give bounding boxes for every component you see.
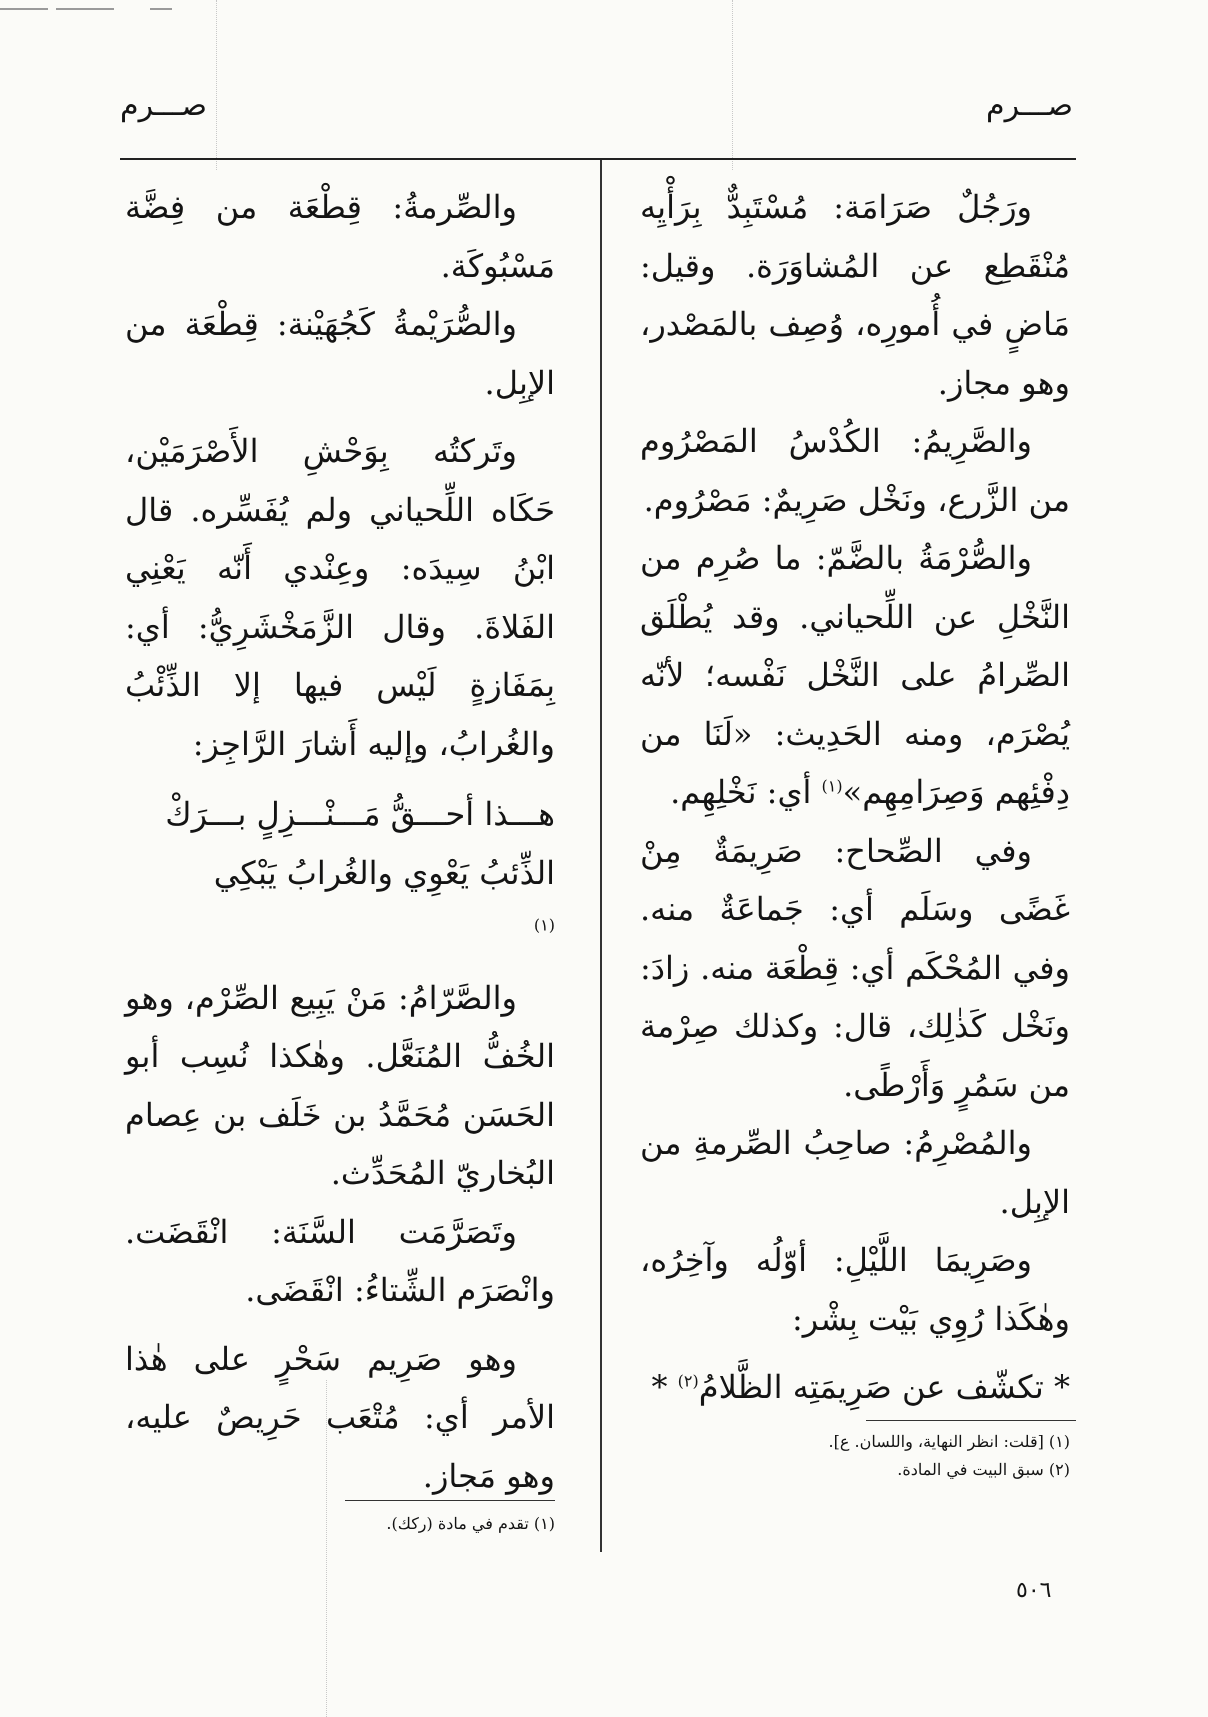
right-column — [640, 178, 1070, 1417]
page-number: ٥٠٦ — [1016, 1578, 1052, 1603]
footnote-rule — [866, 1420, 1076, 1421]
verse-line — [125, 844, 555, 961]
paragraph: ورَجُلٌ صَرَامَة: مُسْتَبِدٌّ بِرَأْيِه مُنْقَطِع عن المُشاوَرَة. وقيل: مَاضٍ في أُمورِه، وُصِف بالمَصْدر، وهو مجاز. — [640, 188, 1070, 402]
right-footnotes — [640, 1428, 1070, 1484]
footnote-ref: (٢) — [677, 1371, 699, 1391]
paragraph: والصَّرِيمُ: الكُدْسُ المَصْرُوم من الزَّرع، ونَخْل صَرِيمٌ: مَصْرُوم. — [640, 422, 1070, 519]
paragraph: وهو صَرِيم سَحْرٍ على هٰذا الأمر أي: مُتْعَب حَرِيصٌ عليه، وهو مَجاز. — [125, 1339, 555, 1495]
paragraph: والمُصْرِمُ: صاحِبُ الصِّرمةِ من الإبِل. — [640, 1124, 1070, 1221]
footnote-rule — [345, 1500, 555, 1501]
column-divider — [600, 160, 602, 1552]
header-rule — [120, 158, 1076, 160]
scan-mark — [56, 8, 114, 10]
verse-text: الذِّئبُ يَعْوِي والغُرابُ يَبْكِي — [213, 853, 555, 892]
paragraph: والصُّرَيْمةُ كَجُهَيْنة: قِطْعَة من الإبِل. — [125, 305, 555, 402]
dotted-guide — [732, 0, 733, 170]
left-footnotes — [125, 1510, 555, 1538]
paragraph-text: والصُّرْمَةُ بالضَّمّ: ما صُرِم من النَّخْلِ عن اللِّحياني. وقد يُطْلَق الصِّرامُ على النَّخْل نَفْسه؛ لأنّه يُصْرَم، ومنه الحَدِيث: «لَنَا من دِفْئِهم وَصِرَامِهِم» — [640, 539, 1070, 811]
header-right: صـــرم — [986, 88, 1073, 123]
dotted-guide — [216, 0, 217, 170]
left-column — [125, 178, 555, 1505]
paragraph: والصَّرّامُ: مَنْ يَبِيع الصِّرْم، وهو الخُفُّ المُنَعَّل. وهٰكذا نُسِب أبو الحَسَن مُحَمَّدُ بن خَلَف بن عِصام البُخاريّ المُحَدِّث. — [125, 978, 555, 1192]
footnote-ref: (١) — [533, 915, 555, 935]
verse-tail: * — [651, 1368, 678, 1406]
verse-line — [640, 1358, 1070, 1417]
paragraph: وصَرِيمَا اللَّيْلِ: أوّلُه وآخِرُه، وهٰكَذا رُوِي بَيْت بِشْر: — [640, 1241, 1070, 1338]
footnote: (٢) سبق البيت في المادة. — [897, 1460, 1070, 1479]
paragraph-tail: أي: نَخْلِهِم. — [670, 773, 822, 811]
verse — [125, 785, 555, 961]
paragraph: وتَصَرَّمَت السَّنَة: انْقَضَت. وانْصَرَم الشِّتاءُ: انْقَضَى. — [125, 1212, 555, 1309]
paragraph: وتَركتُه بِوَحْشِ الأَصْرَمَيْن، حَكَاه اللِّحياني ولم يُفَسِّره. قال ابْنُ سِيدَه: وعِنْدي أَنّه يَعْنِي الفَلاةَ. وقال الزَّمَخْشَرِيُّ: أي: بِمَفَازةٍ لَيْس فيها إلا الذِّئْبُ والغُرابُ، وإليه أَشارَ الرَّاجِز: — [125, 432, 555, 763]
footnote: (١) [قلت: انظر النهاية، واللسان. ع]. — [828, 1432, 1070, 1451]
footnote-ref: (١) — [821, 776, 843, 796]
scan-mark — [0, 8, 48, 10]
paragraph — [640, 529, 1070, 822]
paragraph: والصِّرمةُ: قِطْعَة من فِضَّة مَسْبُوكَة. — [125, 188, 555, 285]
footnote: (١) تقدم في مادة (ركك). — [386, 1514, 555, 1533]
header-left: صـــرم — [120, 88, 207, 123]
paragraph: وفي الصِّحاح: صَرِيمَةٌ مِنْ غَضًى وسَلَم أي: جَماعَةٌ منه. وفي المُحْكَم أي: قِطْعَة منه. زادَ: ونَخْل كَذٰلِك، قال: وكذلك صِرْمة من سَمُرٍ وَأَرْطًى. — [640, 831, 1070, 1104]
verse-text: * تكشّف عن صَرِيمَتِه الظَّلامُ — [698, 1368, 1070, 1406]
verse-line: هـــذا أحـــقُّ مَـــنْـــزِلٍ بـــرَكْ — [165, 795, 555, 833]
scan-mark — [150, 8, 172, 10]
